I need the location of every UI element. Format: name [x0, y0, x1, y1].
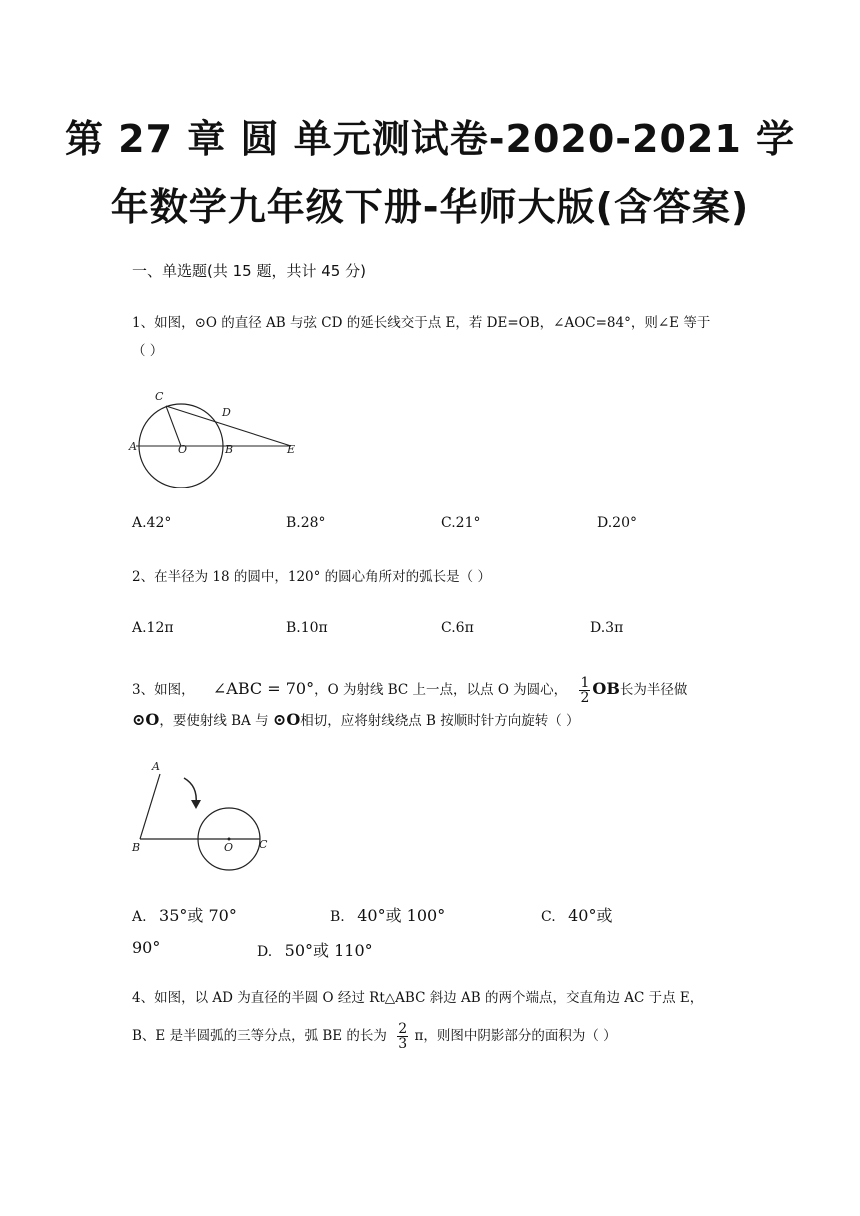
q2-option-b: B.10π [286, 620, 328, 636]
question-1-blank: （ ） [132, 343, 164, 359]
q3-option-d [257, 938, 373, 961]
q3-suffix: 长为半径做 [619, 682, 688, 698]
question-3-line-2 [132, 710, 580, 731]
label-b: B [132, 841, 141, 854]
q3-option-c [541, 903, 613, 926]
q3-option-a-label: A. [132, 909, 147, 925]
question-4-line-2 [132, 1022, 617, 1051]
q2-option-d: D.3π [590, 620, 624, 636]
q1-option-a: A.42° [132, 515, 172, 531]
page-title-line-1: 第 27 章 圆 单元测试卷-2020-2021 学 [64, 117, 796, 161]
q3-angle: ∠ABC = 70° [212, 679, 315, 698]
question-2-text: 2、在半径为 18 的圆中，120° 的圆心角所对的弧长是（ ） [132, 569, 491, 585]
q3-fraction [579, 676, 590, 705]
question-1-text: 1、如图，⊙O 的直径 AB 与弦 CD 的延长线交于点 E，若 DE=OB，∠AOC=84°，则∠E 等于 [132, 315, 711, 331]
ray-ba [140, 774, 160, 839]
q3-option-a [132, 903, 237, 926]
q3-line2-d: 相切，应将射线绕点 B 按顺时针方向旋转（ ） [300, 713, 580, 729]
q3-option-d-label: D. [257, 944, 273, 960]
radius-oc [166, 406, 181, 446]
q4-line2-a: B、E 是半圆弧的三等分点，弧 BE 的长为 [132, 1028, 387, 1044]
q3-option-c-value: 40°或 [568, 906, 613, 925]
q3-prefix: 3、如图， [132, 682, 195, 698]
q4-frac-num: 2 [398, 1021, 408, 1037]
label-o: O [178, 443, 188, 456]
q3-line2-b: ，要使射线 BA 与 [159, 713, 269, 729]
q3-circle-o-2: ⊙O [272, 710, 301, 729]
q1-option-c: C.21° [441, 515, 481, 531]
q3-ob: OB [592, 679, 620, 698]
q3-mid: ，O 为射线 BC 上一点，以点 O 为圆心， [314, 682, 568, 698]
question-3-figure [128, 758, 278, 876]
q3-option-b [330, 903, 445, 926]
section-heading: 一、单选题(共 15 题，共计 45 分) [132, 262, 366, 280]
q3-option-c-cont: 90° [132, 938, 161, 957]
q4-frac-den: 3 [398, 1036, 408, 1052]
question-1-figure [126, 384, 306, 488]
question-3-line-1 [132, 676, 687, 705]
label-c: C [259, 838, 268, 851]
label-e: E [287, 443, 296, 456]
q2-option-c: C.6π [441, 620, 474, 636]
rotation-arrowhead [191, 800, 201, 809]
q3-frac-num: 1 [580, 675, 590, 691]
q1-option-d: D.20° [597, 515, 637, 531]
label-a: A [152, 760, 160, 773]
label-a: A [129, 440, 137, 453]
question-4-line-1: 4、如图，以 AD 为直径的半圆 O 经过 Rt△ABC 斜边 AB 的两个端点，交直角边 AC 于点 E， [132, 990, 704, 1006]
page-title-line-2: 年数学九年级下册-华师大版(含答案) [110, 185, 750, 229]
label-b: B [225, 443, 234, 456]
q3-option-b-value: 40°或 100° [357, 906, 446, 925]
q3-option-d-value: 50°或 110° [284, 941, 373, 960]
q3-option-c-continued [132, 938, 160, 957]
q3-option-c-label: C. [541, 909, 556, 925]
label-d: D [222, 406, 231, 419]
q3-frac-den: 2 [580, 690, 590, 706]
q1-option-b: B.28° [286, 515, 326, 531]
q3-circle-o-1: ⊙O [132, 710, 160, 729]
label-c: C [155, 390, 164, 403]
q4-line2-b: π，则图中阴影部分的面积为（ ） [414, 1028, 617, 1044]
q4-fraction [397, 1022, 408, 1051]
label-o: O [224, 841, 234, 854]
q2-option-a: A.12π [132, 620, 174, 636]
q3-option-b-label: B. [330, 909, 345, 925]
q3-option-a-value: 35°或 70° [159, 906, 237, 925]
